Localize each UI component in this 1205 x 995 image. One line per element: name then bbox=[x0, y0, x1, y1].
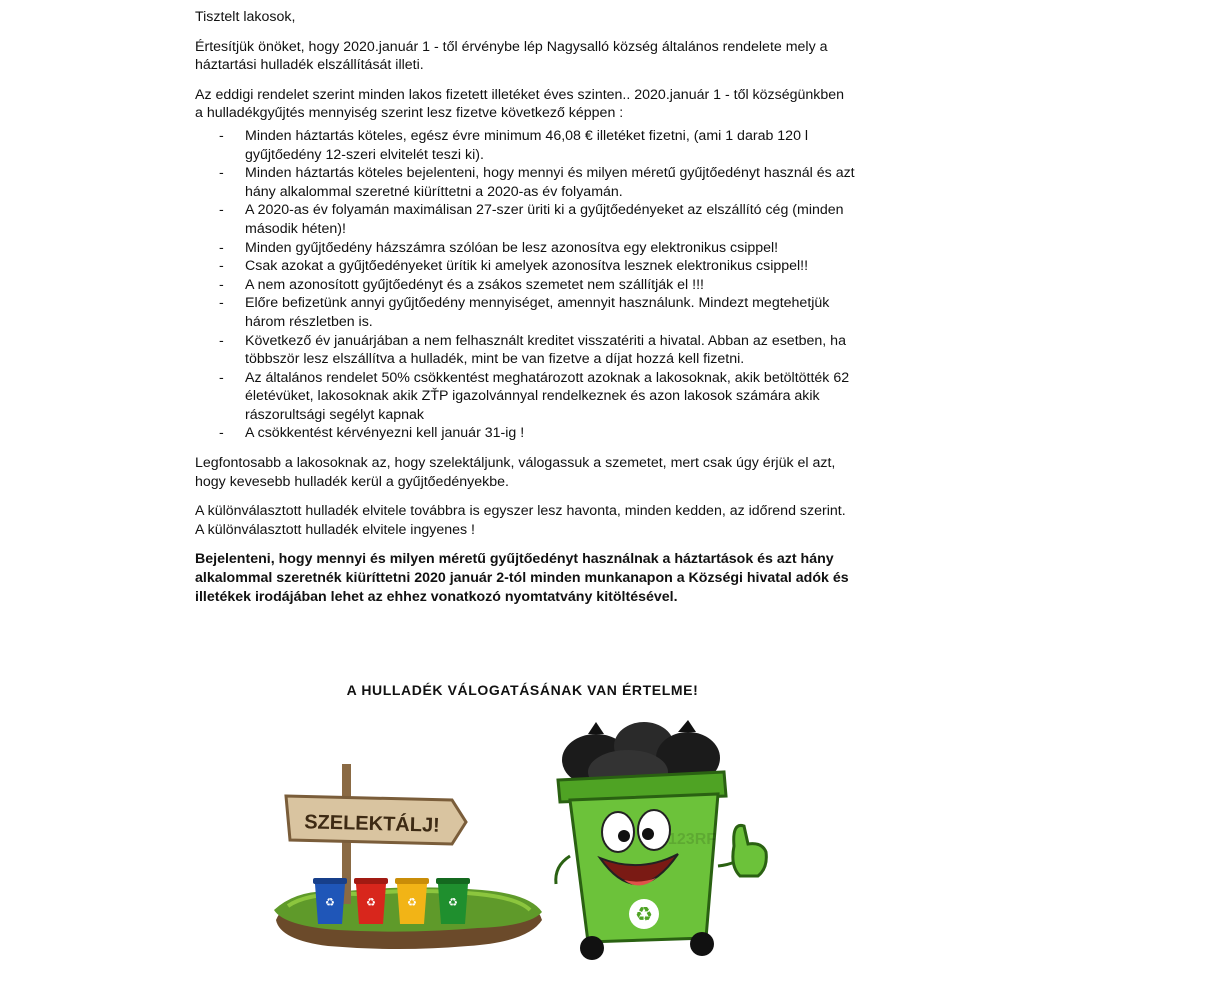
green-bin bbox=[436, 878, 470, 924]
notice-document bbox=[195, 8, 855, 617]
list-item: - Minden gyűjtőedény házszámra szólóan be lesz azonosítva egy elektronikus csippel! bbox=[219, 239, 779, 256]
watermark: 123RF bbox=[668, 831, 717, 848]
left-eye bbox=[602, 812, 634, 852]
red-bin bbox=[354, 878, 388, 924]
cartoon-bin-illustration bbox=[548, 716, 780, 966]
list-item: - A nem azonosított gyűjtőedényt és a zsákos szemetet nem szállítják el !!! bbox=[219, 276, 704, 293]
greeting: Tisztelt lakosok, bbox=[195, 9, 296, 25]
sign-text: SZELEKTÁLJ! bbox=[303, 811, 441, 837]
list-item: - Előre befizetünk annyi gyűjtőedény mennyiséget, amennyit használunk. Mindezt megtehetjük három részletben is. bbox=[219, 295, 830, 330]
registration-paragraph: Bejelenteni, hogy mennyi és milyen méretű gyűjtőedényt használnak a háztartások és azt hány alkalommal szeretnék kiüríttetni 2020 január 2-tól minden munkanapon a Községi hivatal adók és illetékek irodájában lehet az ehhez vonatkozó nyomtatvány kitöltésével. bbox=[195, 551, 849, 605]
list-marker: - bbox=[219, 165, 224, 182]
recycling-bins-illustration bbox=[268, 760, 548, 960]
list-item: - Következő év januárjában a nem felhasznált kreditet visszatériti a hivatal. Abban az esetben, ha többször lesz elszállítva a hulladék, mint be van fizetve a díjat hozzá kell fizetni. bbox=[219, 332, 846, 368]
list-item: - Minden háztartás köteles, egész évre minimum 46,08 € illetéket fizetni, (ami 1 darab 120 l gyűjtőedény 12-szeri elvitelét teszi ki). bbox=[219, 127, 809, 163]
list-marker: - bbox=[219, 239, 224, 256]
right-eye bbox=[638, 810, 670, 850]
list-marker: - bbox=[219, 369, 224, 386]
list-marker: - bbox=[219, 295, 224, 312]
svg-text:♻: ♻ bbox=[325, 896, 335, 909]
rules-list bbox=[195, 127, 855, 443]
sorting-paragraph: Legfontosabb a lakosoknak az, hogy szelektáljunk, válogassuk a szemetet, mert csak úgy érjük el azt, hogy kevesebb hulladék kerül a gyűjtőedényekbe. bbox=[195, 455, 836, 490]
separate-collection-paragraph: A különválasztott hulladék elvitele továbbra is egyszer lesz havonta, minden kedden, az időrend szerint. A különválasztott hulladék elvitele ingyenes ! bbox=[195, 503, 846, 538]
list-marker: - bbox=[219, 127, 224, 144]
svg-text:♻: ♻ bbox=[448, 896, 458, 909]
svg-text:♻: ♻ bbox=[366, 896, 376, 909]
intro-paragraph: Értesítjük önöket, hogy 2020.január 1 - től érvénybe lép Nagysalló község általános rendelete mely a háztartási hulladék elszállítását illeti. bbox=[195, 38, 828, 74]
svg-text:♻: ♻ bbox=[407, 896, 417, 909]
list-marker: - bbox=[219, 202, 224, 219]
list-item: - Az általános rendelet 50% csökkentést meghatározott azoknak a lakosoknak, akik betöltötték 62 életévüket, lakosoknak akik ZŤP igazolvánnyal rendelkeznek és azon lakosok számára akik rászorultsági segélyt kapnak bbox=[219, 369, 850, 423]
recycle-icon: ♻ bbox=[635, 902, 653, 926]
blue-bin bbox=[313, 878, 347, 924]
preface-paragraph: Az eddigi rendelet szerint minden lakos fizetett illetéket éves szinten.. 2020.január 1 - től községünkben a hulladékgyűjtés mennyiség szerint lesz fizetve következő képpen : bbox=[195, 86, 845, 122]
list-marker: - bbox=[219, 332, 224, 349]
yellow-bin bbox=[395, 878, 429, 924]
bin-wheel bbox=[580, 936, 604, 960]
list-item: - Minden háztartás köteles bejelenteni, hogy mennyi és milyen méretű gyűjtőedényt használ és azt hány alkalommal szeretné kiüríttetni a 2020-as év folyamán. bbox=[219, 165, 855, 200]
list-marker: - bbox=[219, 276, 224, 293]
list-marker: - bbox=[219, 425, 224, 442]
list-marker: - bbox=[219, 258, 224, 275]
thumbs-up-hand bbox=[733, 825, 766, 876]
list-item: - A csökkentést kérvényezni kell január 31-ig ! bbox=[219, 425, 525, 442]
slogan-heading: A HULLADÉK VÁLOGATÁSÁNAK VAN ÉRTELME! bbox=[346, 682, 699, 698]
list-item: - A 2020-as év folyamán maximálisan 27-szer üriti ki a gyűjtőedényeket az elszállító cég (minden második héten)! bbox=[219, 202, 844, 237]
list-item: - Csak azokat a gyűjtőedényeket ürítik ki amelyek azonosítva lesznek elektronikus csippel!! bbox=[219, 258, 809, 275]
